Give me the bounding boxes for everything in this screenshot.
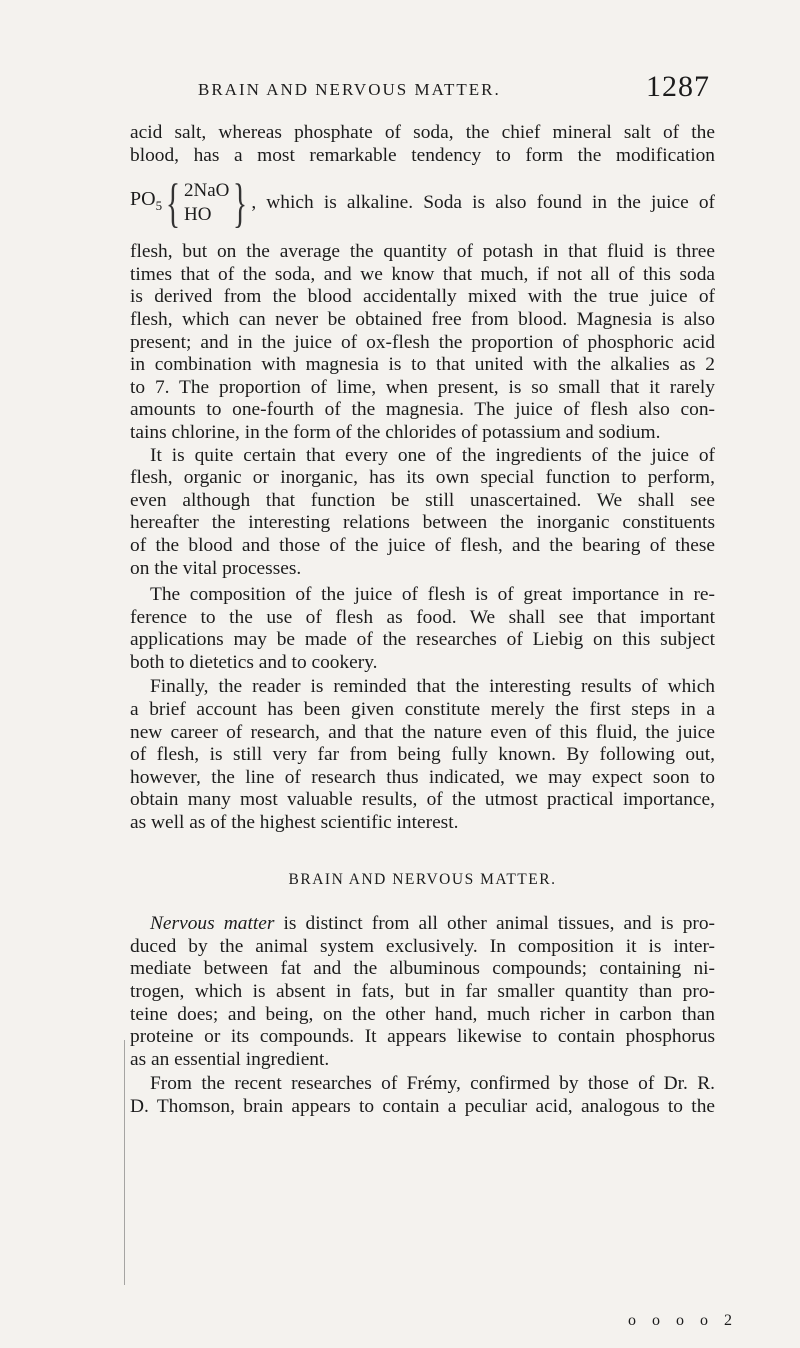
text-line: proteine or its compounds. It appears likewise to contain phosphorus	[130, 1026, 715, 1048]
text-line: as an essential ingredient.	[130, 1048, 330, 1070]
text-line: ference to the use of flesh as food. We shall see that important	[130, 606, 715, 628]
paragraph-nervous-matter	[130, 913, 715, 1071]
signature-mark: o o o o 2	[628, 1312, 738, 1329]
text-line: From the recent researches of Frémy, confirmed by those of Dr. R.	[150, 1073, 715, 1095]
text-line: flesh, but on the average the quantity of potash in that fluid is three	[130, 241, 715, 263]
text-line: duced by the animal system exclusively. In composition it is inter-	[130, 935, 715, 957]
text-line: both to dietetics and to cookery.	[130, 651, 378, 673]
text-line: to 7. The proportion of lime, when present, is so small that it rarely	[130, 376, 715, 398]
paragraph-composition	[130, 584, 715, 674]
text-line: as well as of the highest scientific interest.	[130, 812, 459, 834]
text-line: D. Thomson, brain appears to contain a peculiar acid, analogous to the	[130, 1095, 715, 1117]
formula-rest: , which is alkaline. Soda is also found in the juice of	[251, 191, 715, 213]
left-brace: {	[165, 173, 181, 234]
text-line: however, the line of research thus indicated, we may expect soon to	[130, 766, 715, 788]
formula-bottom: HO	[184, 204, 212, 226]
text-line: amounts to one-fourth of the magnesia. The juice of flesh also con-	[130, 399, 715, 421]
text-line: trogen, which is absent in fats, but in far smaller quantity than pro-	[130, 981, 715, 1002]
text-line: of flesh, is still very far from being fully known. By following out,	[130, 744, 715, 766]
page-header	[128, 70, 710, 110]
text-line: mediate between fat and the albuminous compounds; containing ni-	[130, 958, 715, 980]
text-line: is derived from the blood accidentally mixed with the true juice of	[130, 286, 715, 308]
text-line: flesh, organic or inorganic, has its own special function to perform,	[130, 467, 715, 489]
paragraph-finally	[130, 676, 715, 834]
paragraph-juice-minerals	[130, 122, 715, 445]
formula-base: $PO_5$	[130, 188, 163, 214]
text-line: of the blood and those of the juice of flesh, and the bearing of these	[130, 534, 715, 556]
formula-subscript: 5	[155, 198, 163, 214]
paragraph-ingredients	[130, 445, 715, 581]
text-line: a brief account has been given constitute merely the first steps in a	[130, 699, 715, 721]
body-text	[130, 122, 715, 1119]
text-line: It is quite certain that every one of the ingredients of the juice of	[150, 444, 715, 466]
text-line: new career of research, and that the nature even of this fluid, the juice	[130, 721, 715, 743]
text-line: The composition of the juice of flesh is of great importance in re-	[150, 584, 715, 606]
text-line: Nervous matter is distinct from all other animal tissues, and is pro-	[150, 913, 715, 935]
text-line: teine does; and being, on the other hand, much richer in carbon than	[130, 1003, 715, 1025]
formula-stack	[184, 179, 229, 227]
text-line: blood, has a most remarkable tendency to form the modification	[130, 144, 715, 166]
text-line: in combination with magnesia is to that united with the alkalies as 2	[130, 354, 715, 376]
text-line: Finally, the reader is reminded that the interesting results of which	[150, 676, 715, 698]
text-line: even although that function be still unascertained. We shall see	[130, 489, 715, 511]
formula-top: 2NaO	[184, 180, 230, 202]
margin-rule	[124, 1040, 125, 1285]
text-line: tains chlorine, in the form of the chlorides of potassium and sodium.	[130, 421, 661, 443]
section-title: BRAIN AND NERVOUS MATTER.	[288, 870, 557, 888]
text-line: acid salt, whereas phosphate of soda, the chief mineral salt of the	[130, 122, 715, 143]
text-line: obtain many most valuable results, of the utmost practical importance,	[130, 789, 715, 811]
running-head: BRAIN AND NERVOUS MATTER.	[198, 80, 501, 99]
chemical-formula-line	[130, 169, 715, 237]
text-line: on the vital processes.	[130, 557, 302, 579]
right-brace: }	[233, 173, 248, 234]
text-line: present; and in the juice of ox-flesh the proportion of phosphoric acid	[130, 331, 715, 353]
paragraph-fremy	[130, 1073, 715, 1118]
text-line: hereafter the interesting relations between the inorganic constituents	[130, 512, 715, 534]
italic-term: Nervous matter	[150, 913, 275, 935]
text-line: flesh, which can never be obtained free from blood. Magnesia is also	[130, 308, 715, 330]
page-number: 1287	[646, 70, 710, 103]
text-line: times that of the soda, and we know that much, if not all of this soda	[130, 263, 715, 285]
text-line: applications may be made of the researches of Liebig on this subject	[130, 629, 715, 651]
